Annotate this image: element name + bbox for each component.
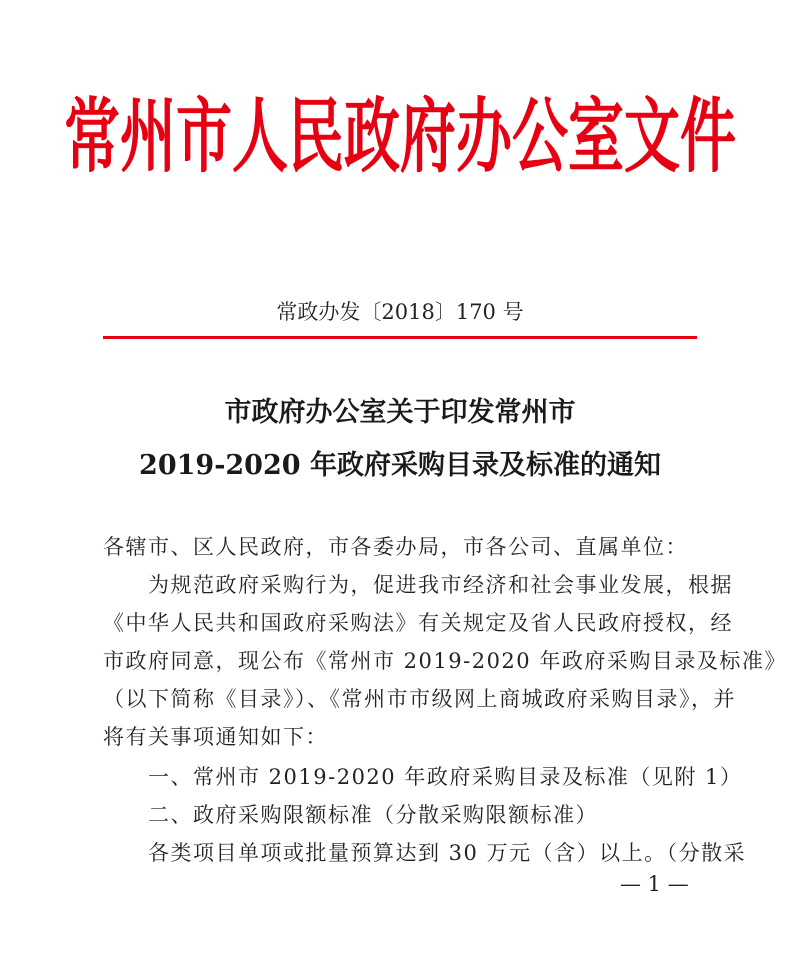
document-title-line-1: 市政府办公室关于印发常州市	[224, 397, 576, 428]
document-number: 常政办发〔2018〕170 号	[276, 300, 524, 324]
body-line: 市政府同意，现公布《常州市 2019-2020 年政府采购目录及标准》	[103, 649, 787, 673]
page-number: — 1 —	[620, 872, 689, 896]
body-line: （以下简称《目录》）、《常州市市级网上商城政府采购目录》，并	[103, 687, 736, 711]
body-line: 一、常州市 2019-2020 年政府采购目录及标准（见附 1）	[103, 765, 743, 789]
document-title-line-2: 2019-2020 年政府采购目录及标准的通知	[139, 450, 661, 481]
red-divider-line	[103, 336, 697, 339]
body-line: 为规范政府采购行为，促进我市经济和社会事业发展，根据	[103, 573, 733, 597]
issuer-header: 常州市人民政府办公室文件	[64, 90, 736, 185]
body-line: 二、政府采购限额标准（分散采购限额标准）	[103, 803, 598, 827]
body-line: 将有关事项通知如下：	[103, 725, 328, 749]
body-line: 各类项目单项或批量预算达到 30 万元（含）以上。（分散采	[103, 841, 747, 865]
addressee-line: 各辖市、区人民政府，市各委办局，市各公司、直属单位：	[103, 535, 688, 559]
body-line: 《中华人民共和国政府采购法》有关规定及省人民政府授权，经	[103, 611, 733, 635]
